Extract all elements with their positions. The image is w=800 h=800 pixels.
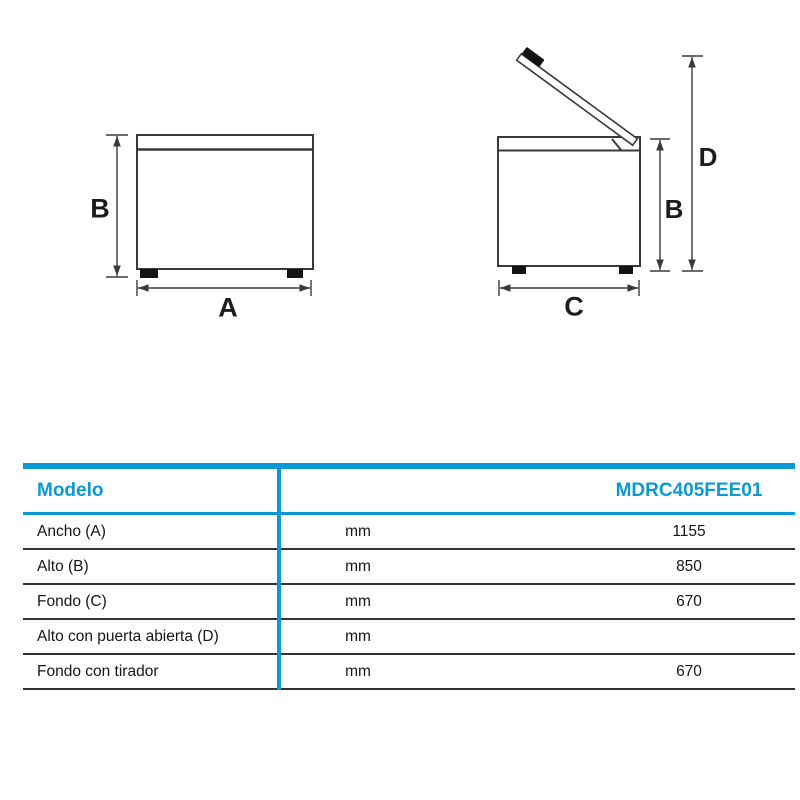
spec-unit: mm [345,627,371,645]
spec-value: 670 [676,592,702,610]
table-row [23,515,795,550]
spec-label: Fondo (C) [37,592,107,610]
spec-table [23,463,795,690]
spec-unit: mm [345,522,371,540]
spec-label: Ancho (A) [37,522,106,540]
dimension-drawings [0,0,800,340]
spec-label: Alto (B) [37,557,89,575]
front-width-label: A [218,292,238,323]
spec-unit: mm [345,592,371,610]
table-row [23,655,795,690]
side-depth-label: C [564,291,584,322]
spec-label: Fondo con tirador [37,662,159,680]
spec-unit: mm [345,662,371,680]
spec-label: Alto con puerta abierta (D) [37,627,219,645]
front-view-drawing [137,135,313,278]
side-view-drawing [498,47,640,274]
side-open-height-label: D [698,142,718,172]
front-height-label: B [90,193,110,224]
table-column-divider [277,463,281,690]
model-number: MDRC405FEE01 [615,479,763,501]
table-header-row [23,469,795,515]
model-column-header: Modelo [37,479,104,501]
spec-unit: mm [345,557,371,575]
spec-value: 850 [676,557,702,575]
spec-value: 670 [676,662,702,680]
spec-value: 1155 [672,522,706,540]
side-height-label: B [664,194,684,224]
open-lid [517,47,638,150]
table-row [23,620,795,655]
table-row [23,585,795,620]
table-row [23,550,795,585]
